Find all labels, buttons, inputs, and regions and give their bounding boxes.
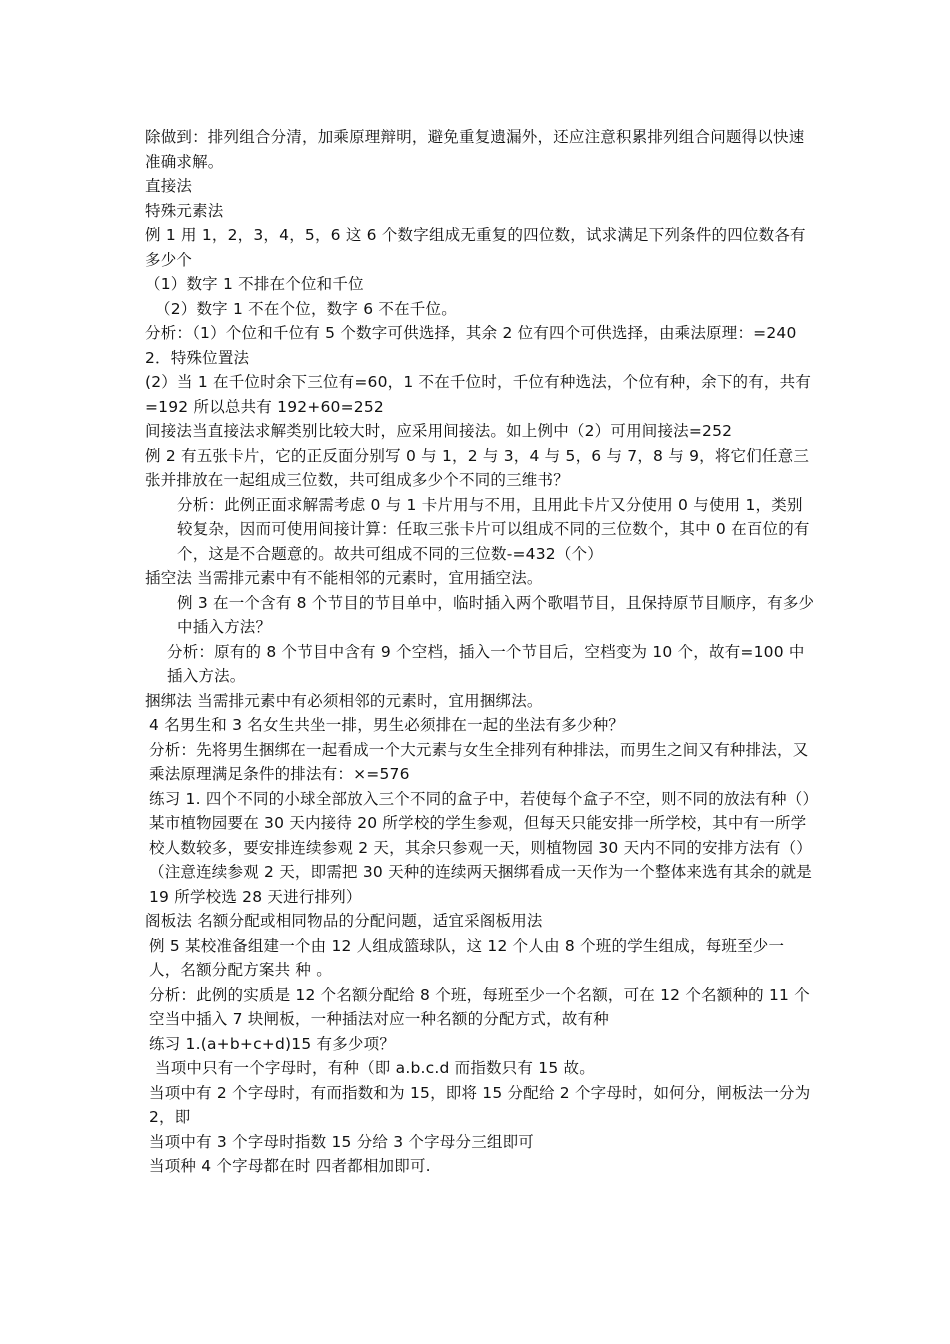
case-four-letters: 当项种 4 个字母都在时 四者都相加即可. <box>149 1157 431 1175</box>
binding-method: 捆绑法 当需排元素中有必须相邻的元素时，宜用捆绑法。 <box>145 691 543 710</box>
case-one-letter: 当项中只有一个字母时，有种（即 a.b.c.d 而指数只有 15 故。 <box>155 1059 595 1077</box>
example-1: 例 1 用 1，2，3，4，5，6 这 6 个数字组成无重复的四位数，试求满足下列条件的四位数各有多少个 <box>145 226 806 269</box>
example-3: 例 3 在一个含有 8 个节目的节目单中，临时插入两个歌唱节目，且保持原节目顺序，有多少中插入方法？ <box>177 593 815 636</box>
intro-paragraph: 除做到：排列组合分清，加乘原理辩明，避免重复遗漏外，还应注意积累排列组合问题得以快速准确求解。 <box>145 128 805 171</box>
heading-special-position: 2．特殊位置法 <box>145 348 250 367</box>
exercise-polynomial: 练习 1.(a+b+c+d)15 有多少项？ <box>149 1034 396 1053</box>
example-4: 4 名男生和 3 名女生共坐一排，男生必须排在一起的坐法有多少种？ <box>149 716 625 734</box>
case-three-letters: 当项中有 3 个字母时指数 15 分给 3 个字母分三组即可 <box>149 1132 535 1151</box>
example-2: 例 2 有五张卡片，它的正反面分别写 0 与 1，2 与 3，4 与 5，6 与 7，8 与 9，将它们任意三张并排放在一起组成三位数，共可组成多少个不同的三维书？ <box>145 446 810 489</box>
example-1-part-1: （1）数字 1 不排在个位和千位 <box>145 275 364 293</box>
document-body <box>145 125 819 1179</box>
exercise-botanical-garden: 某市植物园要在 30 天内接待 20 所学校的学生参观，但每天只能安排一所学校，其中有一所学校人数较多，要安排连续参观 2 天，其余只参观一天，则植物园 30 天内不同的安排方法有（）（注意连续参观 2 天，即需把 30 天种的连续两天捆绑看成一天作为一个整体来选有其余的就是 19 所学校选 28 天进行排列） <box>149 814 812 906</box>
case-two-letters: 当项中有 2 个字母时，有而指数和为 15，即将 15 分配给 2 个字母时，如何分，闸板法一分为 2，即 <box>149 1083 811 1126</box>
analysis-4: 分析：先将男生捆绑在一起看成一个大元素与女生全排列有种排法，而男生之间又有种排法，又乘法原理满足条件的排法有：×=576 <box>149 740 809 783</box>
exercise-1: 练习 1. 四个不同的小球全部放入三个不同的盒子中，若使每个盒子不空，则不同的放法有种（） <box>149 789 819 808</box>
analysis-5: 分析：此例的实质是 12 个名额分配给 8 个班，每班至少一个名额，可在 12 个名额种的 11 个空当中插入 7 块闸板，一种插法对应一种名额的分配方式，故有种 <box>149 985 810 1028</box>
analysis-2: 分析：此例正面求解需考虑 0 与 1 卡片用与不用，且用此卡片又分使用 0 与使用 1，类别较复杂，因而可使用间接计算：任取三张卡片可以组成不同的三位数个，其中 0 在百位的有个，这是不合题意的。故共可组成不同的三位数-=432（个） <box>177 495 810 563</box>
heading-special-element: 特殊元素法 <box>145 201 224 220</box>
indirect-method: 间接法当直接法求解类别比较大时，应采用间接法。如上例中（2）可用间接法=252 <box>145 422 733 440</box>
example-5: 例 5 某校准备组建一个由 12 人组成篮球队，这 12 个人由 8 个班的学生组成，每班至少一人，名额分配方案共 种 。 <box>149 936 785 979</box>
partition-method: 阁板法 名额分配或相同物品的分配问题，适宜采阁板用法 <box>145 912 543 930</box>
analysis-1: 分析：（1）个位和千位有 5 个数字可供选择，其余 2 位有四个可供选择，由乘法原理：=240 <box>145 324 797 342</box>
insertion-method: 插空法 当需排元素中有不能相邻的元素时，宜用插空法。 <box>145 569 543 587</box>
analysis-1-part-2: (2）当 1 在千位时余下三位有=60，1 不在千位时，千位有种选法，个位有种，余下的有，共有=192 所以总共有 192+60=252 <box>145 373 812 416</box>
heading-direct-method: 直接法 <box>145 177 193 195</box>
example-1-part-2: （2）数字 1 不在个位，数字 6 不在千位。 <box>155 299 457 318</box>
analysis-3: 分析：原有的 8 个节目中含有 9 个空档，插入一个节目后，空档变为 10 个，故有=100 中插入方法。 <box>167 642 805 685</box>
